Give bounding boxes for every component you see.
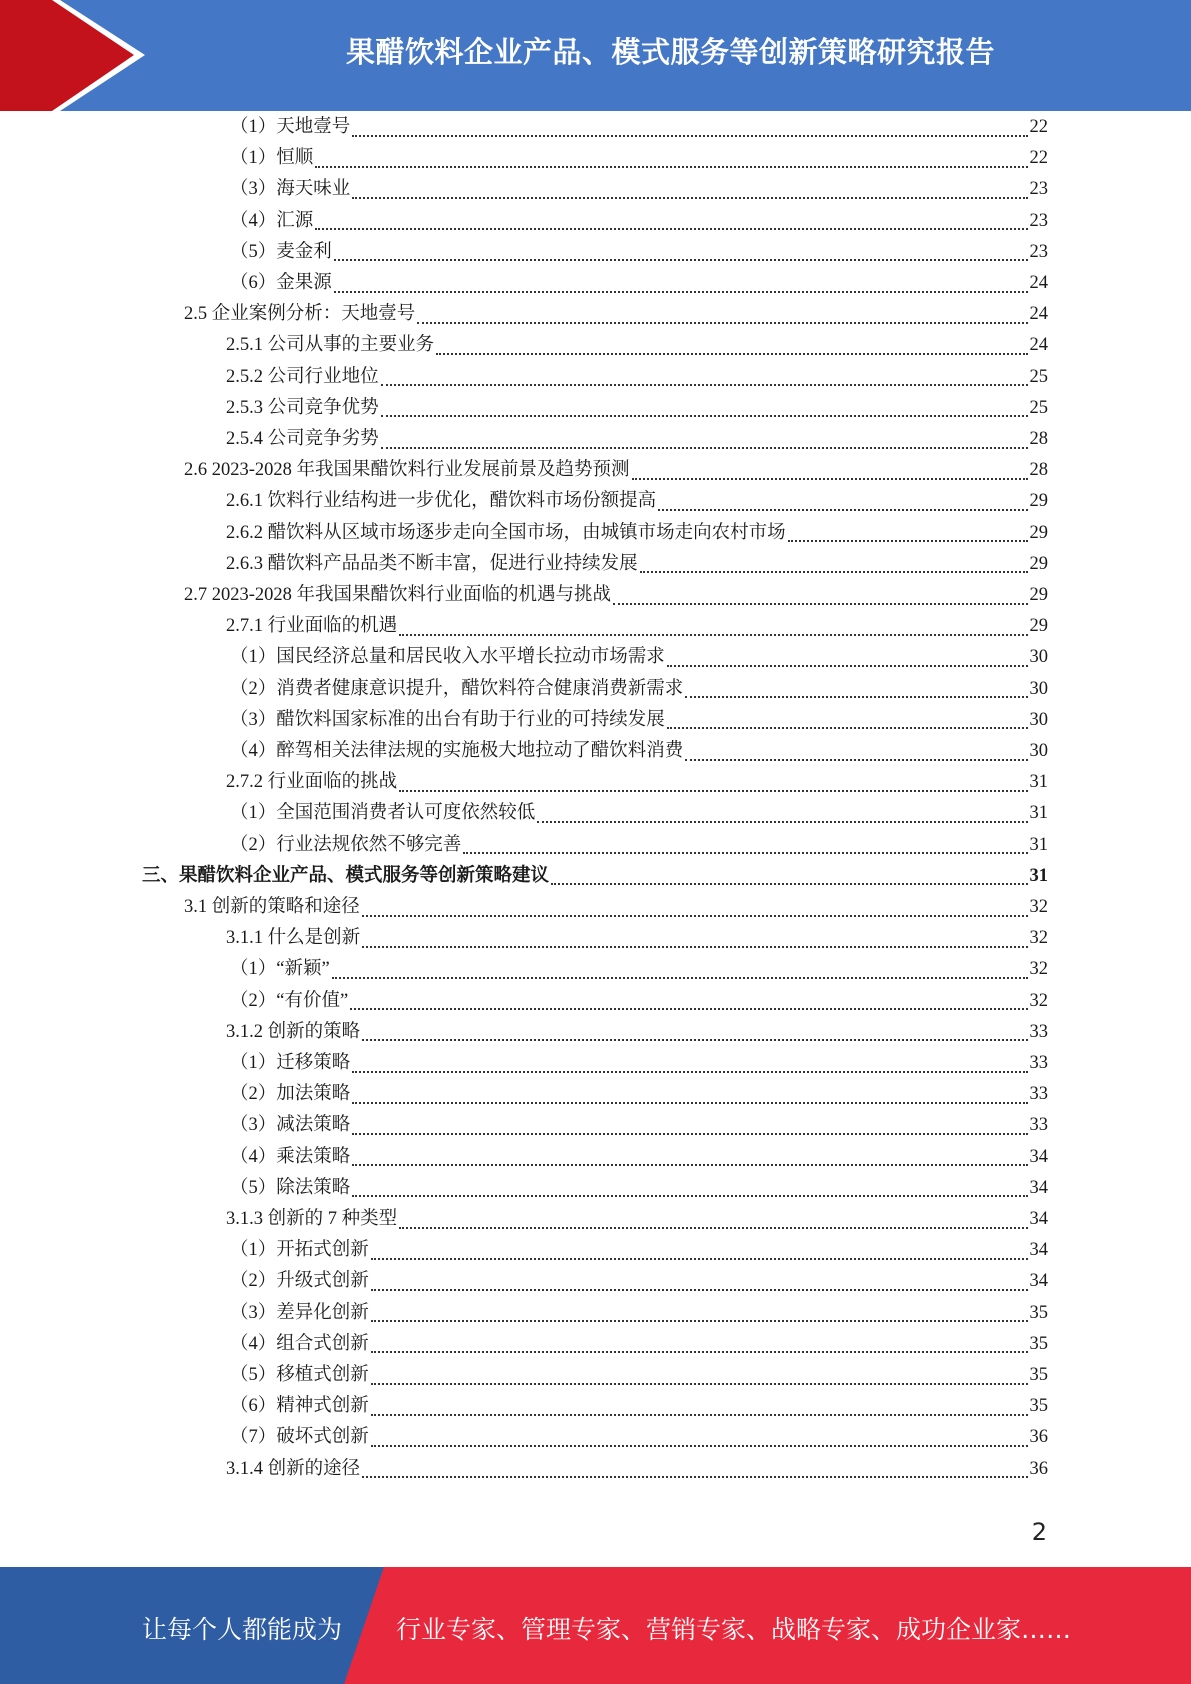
toc-dot-leader	[371, 1289, 1028, 1291]
toc-entry[interactable]	[226, 549, 1048, 580]
toc-dot-leader	[371, 1383, 1028, 1385]
toc-entry[interactable]	[226, 330, 1048, 361]
toc-dot-leader	[362, 1476, 1027, 1478]
toc-dot-leader	[613, 603, 1027, 605]
toc-dot-leader	[332, 977, 1028, 979]
toc-entry-label: （1）恒顺	[230, 148, 314, 169]
toc-entry[interactable]	[226, 767, 1048, 798]
toc-dot-leader	[788, 540, 1028, 542]
toc-entry-label: 2.7.2 行业面临的挑战	[226, 772, 398, 793]
toc-entry-page: 34	[1029, 1177, 1048, 1198]
toc-entry-page: 32	[1029, 959, 1048, 980]
toc-dot-leader	[352, 1164, 1027, 1166]
toc-dot-leader	[334, 259, 1028, 261]
toc-dot-leader	[399, 1227, 1027, 1229]
document-title: 果醋饮料企业产品、模式服务等创新策略研究报告	[345, 34, 995, 69]
toc-entry-page: 33	[1029, 1084, 1048, 1105]
toc-entry-page: 24	[1029, 304, 1048, 325]
toc-dot-leader	[350, 1008, 1027, 1010]
toc-dot-leader	[463, 852, 1027, 854]
toc-entry-label: （6）精神式创新	[230, 1396, 369, 1417]
toc-entry-page: 23	[1029, 179, 1048, 200]
toc-entry-label: （3）海天味业	[230, 179, 351, 200]
toc-entry[interactable]	[184, 299, 1048, 330]
toc-entry-label: 3.1.3 创新的 7 种类型	[226, 1209, 398, 1229]
toc-dot-leader	[667, 665, 1028, 667]
toc-entry-label: （4）醉驾相关法律法规的实施极大地拉动了醋饮料消费	[230, 741, 684, 761]
toc-entry-label: 2.7 2023-2028 年我国果醋饮料行业面临的机遇与挑战	[184, 585, 612, 605]
toc-entry[interactable]	[230, 1422, 1048, 1453]
toc-entry-page: 31	[1029, 803, 1048, 824]
toc-dot-leader	[436, 353, 1027, 355]
page-number: 2	[1031, 1518, 1047, 1546]
toc-entry[interactable]	[230, 143, 1048, 174]
toc-entry[interactable]	[226, 1017, 1048, 1048]
toc-entry-page: 36	[1029, 1458, 1048, 1479]
toc-entry-label: （2）行业法规依然不够完善	[230, 834, 462, 855]
toc-entry-page: 22	[1029, 117, 1048, 137]
toc-dot-leader	[362, 946, 1027, 948]
toc-entry[interactable]	[226, 393, 1048, 424]
toc-entry-page: 35	[1029, 1302, 1048, 1323]
toc-entry[interactable]	[226, 1204, 1048, 1235]
toc-dot-leader	[399, 790, 1027, 792]
toc-entry-label: 2.6 2023-2028 年我国果醋饮料行业发展前景及趋势预测	[184, 460, 630, 481]
toc-entry[interactable]	[230, 705, 1048, 736]
toc-entry-label: （6）金果源	[230, 273, 332, 293]
toc-dot-leader	[381, 415, 1028, 417]
toc-entry[interactable]	[226, 1454, 1048, 1485]
toc-dot-leader	[640, 571, 1028, 573]
toc-entry[interactable]	[230, 642, 1048, 673]
toc-entry-page: 33	[1029, 1053, 1048, 1073]
toc-dot-leader	[315, 166, 1027, 168]
toc-entry-label: （3）减法策略	[230, 1115, 351, 1136]
toc-entry-page: 35	[1029, 1365, 1048, 1385]
toc-entry[interactable]	[230, 1110, 1048, 1141]
toc-dot-leader	[352, 1102, 1027, 1104]
toc-entry[interactable]	[230, 1391, 1048, 1422]
toc-entry-label: （1）迁移策略	[230, 1053, 351, 1073]
toc-entry-label: （2）升级式创新	[230, 1271, 369, 1292]
toc-entry-label: 2.5.4 公司竞争劣势	[226, 429, 379, 449]
footer-slogan-left: 让每个人都能成为	[142, 1615, 343, 1644]
toc-entry-page: 31	[1029, 772, 1048, 793]
toc-entry[interactable]	[230, 174, 1048, 205]
toc-dot-leader	[352, 1195, 1027, 1197]
toc-entry[interactable]	[230, 1329, 1048, 1360]
toc-dot-leader	[371, 1445, 1028, 1447]
toc-entry[interactable]	[230, 1298, 1048, 1329]
toc-entry-label: （2）“有价值”	[230, 990, 349, 1011]
toc-dot-leader	[632, 478, 1028, 480]
toc-entry-page: 29	[1029, 553, 1048, 574]
header-arrow-icon	[0, 0, 160, 111]
toc-entry-label: 2.5.1 公司从事的主要业务	[226, 335, 435, 356]
toc-entry-page: 33	[1029, 1115, 1048, 1136]
toc-entry-label: （4）汇源	[230, 210, 314, 231]
toc-entry[interactable]	[230, 112, 1048, 143]
toc-dot-leader	[371, 1414, 1028, 1416]
toc-dot-leader	[352, 197, 1027, 199]
toc-dot-leader	[334, 291, 1028, 293]
toc-entry-page: 28	[1029, 429, 1048, 449]
toc-entry[interactable]	[226, 362, 1048, 393]
toc-entry-page: 23	[1029, 210, 1048, 231]
toc-entry-page: 34	[1029, 1240, 1048, 1261]
toc-entry[interactable]	[230, 986, 1048, 1017]
toc-entry-label: 2.5.2 公司行业地位	[226, 366, 379, 387]
toc-dot-leader	[551, 883, 1027, 885]
toc-entry[interactable]	[230, 1360, 1048, 1391]
toc-entry-label: 2.6.2 醋饮料从区域市场逐步走向全国市场，由城镇市场走向农村市场	[226, 522, 786, 543]
toc-entry[interactable]	[230, 1235, 1048, 1266]
toc-entry-label: （7）破坏式创新	[230, 1427, 369, 1448]
toc-entry-label: （1）全国范围消费者认可度依然较低	[230, 803, 536, 824]
toc-entry[interactable]	[226, 611, 1048, 642]
toc-entry[interactable]	[230, 1173, 1048, 1204]
toc-entry-label: （1）开拓式创新	[230, 1240, 369, 1261]
toc-entry-label: （4）组合式创新	[230, 1333, 369, 1354]
toc-entry[interactable]	[230, 798, 1048, 829]
toc-dot-leader	[371, 1351, 1028, 1353]
toc-entry[interactable]	[226, 923, 1048, 954]
toc-entry-page: 34	[1029, 1146, 1048, 1167]
toc-entry[interactable]	[230, 954, 1048, 985]
footer-slogan-right: 行业专家、管理专家、营销专家、战略专家、成功企业家……	[396, 1615, 1072, 1644]
toc-entry-label: （4）乘法策略	[230, 1146, 351, 1167]
toc-dot-leader	[381, 447, 1028, 449]
toc-entry-page: 29	[1029, 616, 1048, 637]
toc-dot-leader	[371, 1258, 1028, 1260]
toc-entry-page: 32	[1029, 990, 1048, 1011]
toc-entry[interactable]	[226, 424, 1048, 455]
toc-entry-page: 24	[1029, 335, 1048, 356]
toc-entry-page: 36	[1029, 1427, 1048, 1448]
toc-entry-label: （1）“新颖”	[230, 959, 330, 980]
toc-entry-page: 33	[1029, 1021, 1048, 1042]
toc-entry[interactable]	[230, 268, 1048, 299]
toc-entry-page: 29	[1029, 585, 1048, 605]
toc-entry-page: 29	[1029, 522, 1048, 543]
toc-entry-page: 30	[1029, 741, 1048, 761]
toc-entry[interactable]	[142, 861, 1048, 892]
toc-entry-page: 32	[1029, 897, 1048, 917]
toc-entry[interactable]	[184, 580, 1048, 611]
toc-entry-label: （3）差异化创新	[230, 1302, 369, 1323]
toc-entry-page: 31	[1029, 865, 1048, 886]
toc-entry[interactable]	[226, 486, 1048, 517]
toc-entry[interactable]	[230, 736, 1048, 767]
toc-dot-leader	[685, 696, 1027, 698]
toc-dot-leader	[315, 228, 1027, 230]
toc-entry[interactable]	[230, 1266, 1048, 1297]
toc-entry[interactable]	[226, 518, 1048, 549]
toc-entry-page: 25	[1029, 366, 1048, 387]
toc-entry-label: （5）麦金利	[230, 241, 332, 262]
toc-entry-page: 22	[1029, 148, 1048, 169]
toc-entry-label: （2）消费者健康意识提升，醋饮料符合健康消费新需求	[230, 678, 684, 699]
toc-entry-page: 31	[1029, 834, 1048, 855]
toc-entry-page: 35	[1029, 1396, 1048, 1417]
toc-entry-page: 35	[1029, 1333, 1048, 1354]
toc-entry-page: 29	[1029, 491, 1048, 512]
toc-entry[interactable]	[230, 830, 1048, 861]
toc-entry[interactable]	[230, 1048, 1048, 1079]
toc-dot-leader	[658, 509, 1027, 511]
toc-entry-label: 3.1.2 创新的策略	[226, 1021, 361, 1042]
toc-dot-leader	[352, 135, 1027, 137]
toc-entry[interactable]	[184, 455, 1048, 486]
toc-entry-label: 2.6.3 醋饮料产品品类不断丰富，促进行业持续发展	[226, 553, 638, 574]
toc-dot-leader	[417, 322, 1027, 324]
toc-entry-page: 23	[1029, 241, 1048, 262]
toc-entry-label: （5）除法策略	[230, 1177, 351, 1198]
toc-entry-label: 3.1 创新的策略和途径	[184, 897, 360, 917]
toc-entry-label: 2.5 企业案例分析：天地壹号	[184, 304, 416, 325]
toc-entry-page: 28	[1029, 460, 1048, 481]
toc-dot-leader	[685, 759, 1027, 761]
toc-entry-label: 2.7.1 行业面临的机遇	[226, 616, 398, 637]
toc-entry-label: 3.1.1 什么是创新	[226, 928, 361, 949]
toc-entry-page: 34	[1029, 1271, 1048, 1292]
toc-entry-page: 34	[1029, 1209, 1048, 1229]
toc-dot-leader	[537, 821, 1027, 823]
toc-entry-page: 25	[1029, 397, 1048, 418]
toc-entry-label: （5）移植式创新	[230, 1365, 369, 1385]
toc-entry-label: （3）醋饮料国家标准的出台有助于行业的可持续发展	[230, 709, 665, 730]
toc-dot-leader	[399, 634, 1027, 636]
toc-entry-label: 2.6.1 饮料行业结构进一步优化，醋饮料市场份额提高	[226, 491, 657, 512]
toc-entry[interactable]	[230, 237, 1048, 268]
toc-dot-leader	[667, 727, 1028, 729]
toc-entry[interactable]	[230, 1142, 1048, 1173]
toc-dot-leader	[352, 1133, 1027, 1135]
toc-entry-page: 30	[1029, 678, 1048, 699]
toc-entry-page: 30	[1029, 709, 1048, 730]
toc-entry-page: 24	[1029, 273, 1048, 293]
toc-dot-leader	[352, 1071, 1027, 1073]
toc-entry[interactable]	[184, 892, 1048, 923]
toc-entry-label: 三、果醋饮料企业产品、模式服务等创新策略建议	[142, 865, 550, 886]
toc-entry-page: 32	[1029, 928, 1048, 949]
toc-dot-leader	[381, 384, 1028, 386]
toc-entry-label: （2）加法策略	[230, 1084, 351, 1105]
toc-entry[interactable]	[230, 674, 1048, 705]
toc-entry[interactable]	[230, 1079, 1048, 1110]
toc-dot-leader	[362, 1039, 1027, 1041]
toc-entry-label: （1）天地壹号	[230, 117, 351, 137]
toc-entry[interactable]	[230, 206, 1048, 237]
toc-entry-label: （1）国民经济总量和居民收入水平增长拉动市场需求	[230, 647, 665, 668]
toc-entry-page: 30	[1029, 647, 1048, 668]
header-bar	[0, 0, 1191, 111]
toc-dot-leader	[371, 1320, 1028, 1322]
toc-entry-label: 3.1.4 创新的途径	[226, 1458, 361, 1479]
toc-entry-label: 2.5.3 公司竞争优势	[226, 397, 379, 418]
toc-dot-leader	[362, 915, 1028, 917]
